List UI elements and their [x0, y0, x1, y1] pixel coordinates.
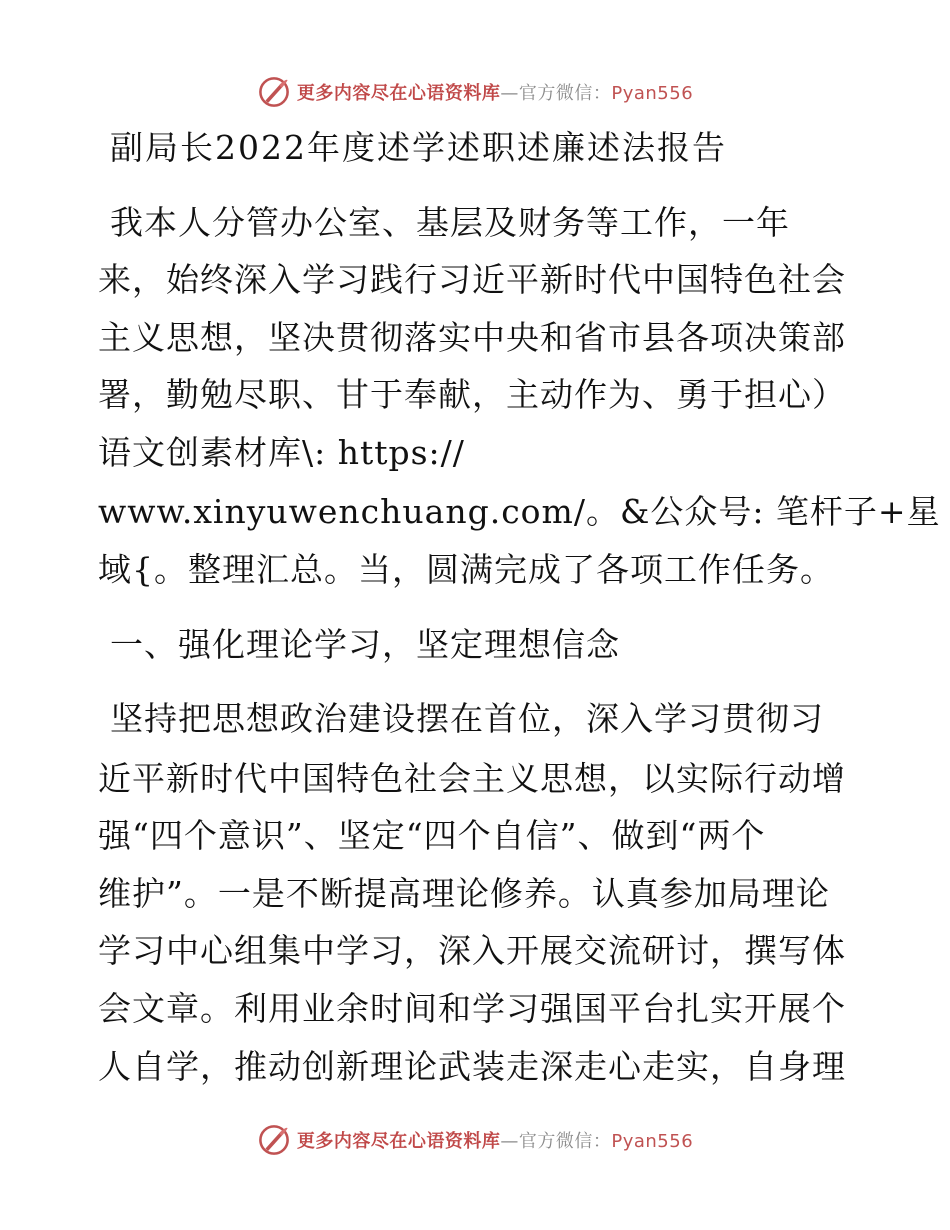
paragraph-line: 人自学，推动创新理论武装走深走心走实，自身理 — [98, 1047, 846, 1086]
paragraph-line: 署，勤勉尽职、甘于奉献，主动作为、勇于担心） — [98, 375, 846, 414]
paragraph-line: 强“四个意识”、坚定“四个自信”、做到“两个 — [98, 816, 766, 855]
watermark-text — [297, 1127, 693, 1153]
paragraph-line: 维护”。一是不断提高理论修养。认真参加局理论 — [98, 874, 830, 913]
paragraph-line: 学习中心组集中学习，深入开展交流研讨，撰写体 — [98, 931, 846, 970]
paragraph-line: 语文创素材库\: https:// — [98, 433, 465, 472]
watermark-wechat-id: Pyan556 — [611, 1131, 694, 1152]
paragraph-line: 会文章。利用业余时间和学习强国平台扎实开展个 — [98, 989, 846, 1028]
watermark-brand: 更多内容尽在心语资料库 — [296, 1131, 501, 1152]
paragraph-line: 近平新时代中国特色社会主义思想，以实际行动增 — [98, 759, 846, 798]
paragraph-line: 域{。整理汇总。当，圆满完成了各项工作任务。 — [98, 550, 834, 589]
watermark-brand: 更多内容尽在心语资料库 — [296, 83, 501, 104]
quill-logo-icon — [257, 75, 291, 109]
header-watermark — [0, 72, 950, 112]
document-title: 副局长2022年度述学述职述廉述法报告 — [110, 128, 727, 167]
quill-logo-icon — [257, 1123, 291, 1157]
watermark-official-label: 官方微信： — [518, 83, 612, 104]
paragraph-line: 坚持把思想政治建设摆在首位，深入学习贯彻习 — [110, 699, 824, 738]
paragraph-line: www.xinyuwenchuang.com/。&公众号: 笔杆子+星 — [98, 492, 941, 531]
paragraph-line: 我本人分管办公室、基层及财务等工作，一年 — [110, 203, 790, 242]
paragraph-line: 来，始终深入学习践行习近平新时代中国特色社会 — [98, 260, 846, 299]
watermark-official-label: 官方微信： — [518, 1131, 612, 1152]
watermark-separator: — — [500, 83, 519, 104]
watermark-separator: — — [500, 1131, 519, 1152]
section-heading: 一、强化理论学习，坚定理想信念 — [110, 625, 620, 664]
watermark-wechat-id: Pyan556 — [611, 83, 694, 104]
paragraph-line: 主义思想，坚决贯彻落实中央和省市县各项决策部 — [98, 318, 846, 357]
footer-watermark — [0, 1120, 950, 1160]
watermark-text — [297, 79, 693, 105]
